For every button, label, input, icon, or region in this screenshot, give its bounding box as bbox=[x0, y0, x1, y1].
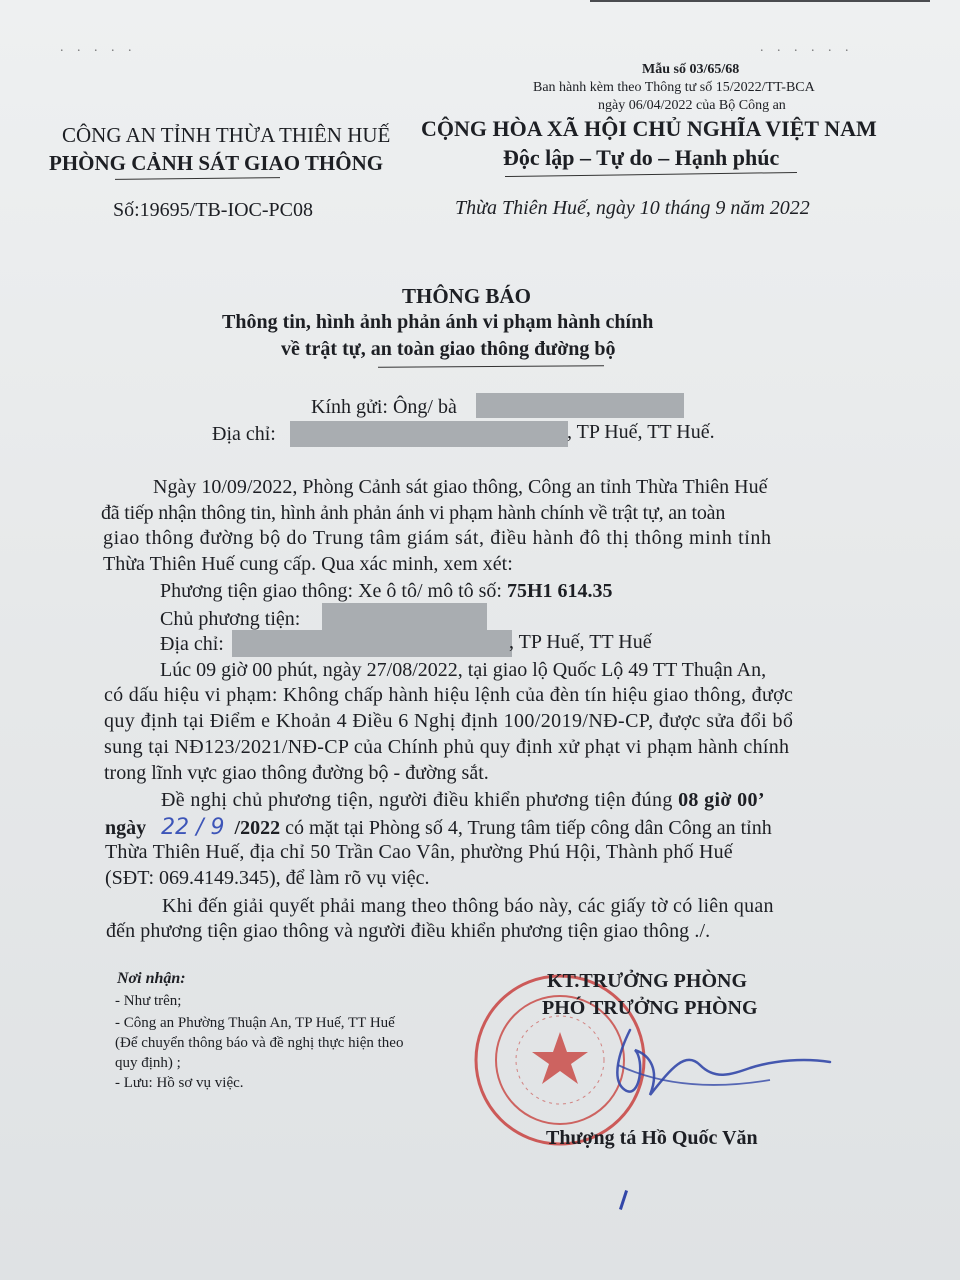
pen-mark bbox=[619, 1190, 628, 1210]
recipient-item: - Lưu: Hồ sơ vụ việc. bbox=[115, 1075, 244, 1091]
redacted-owner-address bbox=[232, 630, 512, 657]
appointment-place: có mặt tại Phòng số 4, Trung tâm tiếp công dân Công an tỉnh bbox=[280, 817, 772, 839]
document-subtitle-1: Thông tin, hình ảnh phản ánh vi phạm hành chính bbox=[222, 311, 654, 333]
signature-title-1: KT.TRƯỞNG PHÒNG bbox=[547, 970, 747, 992]
handwritten-date: 22 / 9 bbox=[161, 815, 225, 840]
form-issued-line2: ngày 06/04/2022 của Bộ Công an bbox=[598, 98, 786, 113]
body-line: quy định tại Điểm e Khoản 4 Điều 6 Nghị định 100/2019/NĐ-CP, được sửa đổi bổ bbox=[104, 710, 794, 732]
owner-address-label: Địa chỉ: bbox=[160, 633, 224, 655]
document-subtitle-2: về trật tự, an toàn giao thông đường bộ bbox=[281, 338, 616, 360]
body-line: Ngày 10/09/2022, Phòng Cảnh sát giao thông, Công an tỉnh Thừa Thiên Huế bbox=[153, 476, 768, 498]
place-date: Thừa Thiên Huế, ngày 10 tháng 9 năm 2022 bbox=[455, 197, 810, 219]
top-rule bbox=[590, 0, 930, 2]
body-line: đã tiếp nhận thông tin, hình ảnh phản ánh vi phạm hành chính về trật tự, an toàn bbox=[101, 502, 726, 524]
appointment-request: Đề nghị chủ phương tiện, người điều khiển phương tiện đúng bbox=[161, 789, 679, 811]
body-line: Lúc 09 giờ 00 phút, ngày 27/08/2022, tại giao lộ Quốc Lộ 49 TT Thuận An, bbox=[160, 659, 767, 681]
owner-label: Chủ phương tiện: bbox=[160, 608, 301, 630]
appointment-time: 08 giờ 00’ bbox=[678, 789, 765, 811]
form-issued-line1: Ban hành kèm theo Thông tư số 15/2022/TT-BCA bbox=[533, 80, 815, 95]
body-line: có dấu hiệu vi phạm: Không chấp hành hiệu lệnh của đèn tín hiệu giao thông, được bbox=[104, 684, 794, 706]
country-name: CỘNG HÒA XÃ HỘI CHỦ NGHĨA VIỆT NAM bbox=[421, 116, 877, 141]
redacted-owner-name bbox=[322, 603, 487, 631]
motto-underline bbox=[505, 172, 797, 177]
handwritten-signature-icon bbox=[590, 1010, 840, 1120]
body-line: giao thông đường bộ do Trung tâm giám sát, điều hành đô thị thông minh tỉnh bbox=[103, 527, 772, 549]
recipient-address-label: Địa chỉ: bbox=[212, 423, 276, 445]
recipient-item: - Như trên; bbox=[115, 993, 182, 1009]
body-line: sung tại NĐ123/2021/NĐ-CP của Chính phủ quy định xử phạt vi phạm hành chính bbox=[104, 736, 790, 758]
form-code: Mẫu số 03/65/68 bbox=[642, 62, 740, 77]
recipients-heading: Nơi nhận: bbox=[117, 970, 186, 987]
body-line: trong lĩnh vực giao thông đường bộ - đường sắt. bbox=[104, 762, 489, 784]
vehicle-plate: 75H1 614.35 bbox=[506, 580, 613, 602]
salutation: Kính gửi: Ông/ bà bbox=[311, 396, 457, 418]
redacted-recipient-name bbox=[476, 393, 684, 418]
signature-title-2: PHÓ TRƯỞNG PHÒNG bbox=[542, 997, 758, 1019]
top-dots: . . . . . bbox=[60, 40, 137, 55]
appointment-day-label: ngày bbox=[105, 817, 147, 839]
appointment-year: /2022 bbox=[234, 817, 281, 839]
agency-underline bbox=[115, 177, 280, 180]
vehicle-label: Phương tiện giao thông: Xe ô tô/ mô tô số: bbox=[160, 580, 507, 602]
redacted-recipient-address bbox=[290, 421, 568, 447]
body-line bbox=[161, 789, 765, 812]
body-line: đến phương tiện giao thông và người điều khiển phương tiện giao thông ./. bbox=[106, 920, 711, 942]
recipient-item: (Để chuyển thông báo và đề nghị thực hiện theo bbox=[115, 1035, 404, 1051]
top-dots-right: . . . . . . bbox=[760, 40, 854, 55]
document-title: THÔNG BÁO bbox=[402, 284, 531, 308]
document-number: Số:19695/TB-IOC-PC08 bbox=[113, 199, 314, 221]
recipient-item: - Công an Phường Thuận An, TP Huế, TT Huế bbox=[115, 1015, 395, 1031]
body-line: Khi đến giải quyết phải mang theo thông báo này, các giấy tờ có liên quan bbox=[162, 895, 774, 917]
appointment-date-line bbox=[105, 815, 772, 840]
recipient-item: quy định) ; bbox=[115, 1055, 181, 1071]
agency-parent: CÔNG AN TỈNH THỪA THIÊN HUẾ bbox=[62, 123, 391, 147]
body-line: Thừa Thiên Huế cung cấp. Qua xác minh, xem xét: bbox=[103, 553, 513, 575]
title-underline bbox=[378, 365, 604, 368]
country-motto: Độc lập – Tự do – Hạnh phúc bbox=[503, 145, 780, 170]
recipient-address-tail: , TP Huế, TT Huế. bbox=[567, 421, 715, 443]
owner-address-tail: , TP Huế, TT Huế bbox=[509, 631, 652, 653]
vehicle-line bbox=[160, 580, 613, 603]
signer-name: Thượng tá Hồ Quốc Văn bbox=[546, 1127, 758, 1149]
body-line: Thừa Thiên Huế, địa chỉ 50 Trần Cao Vân, phường Phú Hội, Thành phố Huế bbox=[105, 841, 733, 863]
body-line: (SĐT: 069.4149.345), để làm rõ vụ việc. bbox=[105, 867, 430, 889]
agency-name: PHÒNG CẢNH SÁT GIAO THÔNG bbox=[49, 151, 384, 175]
